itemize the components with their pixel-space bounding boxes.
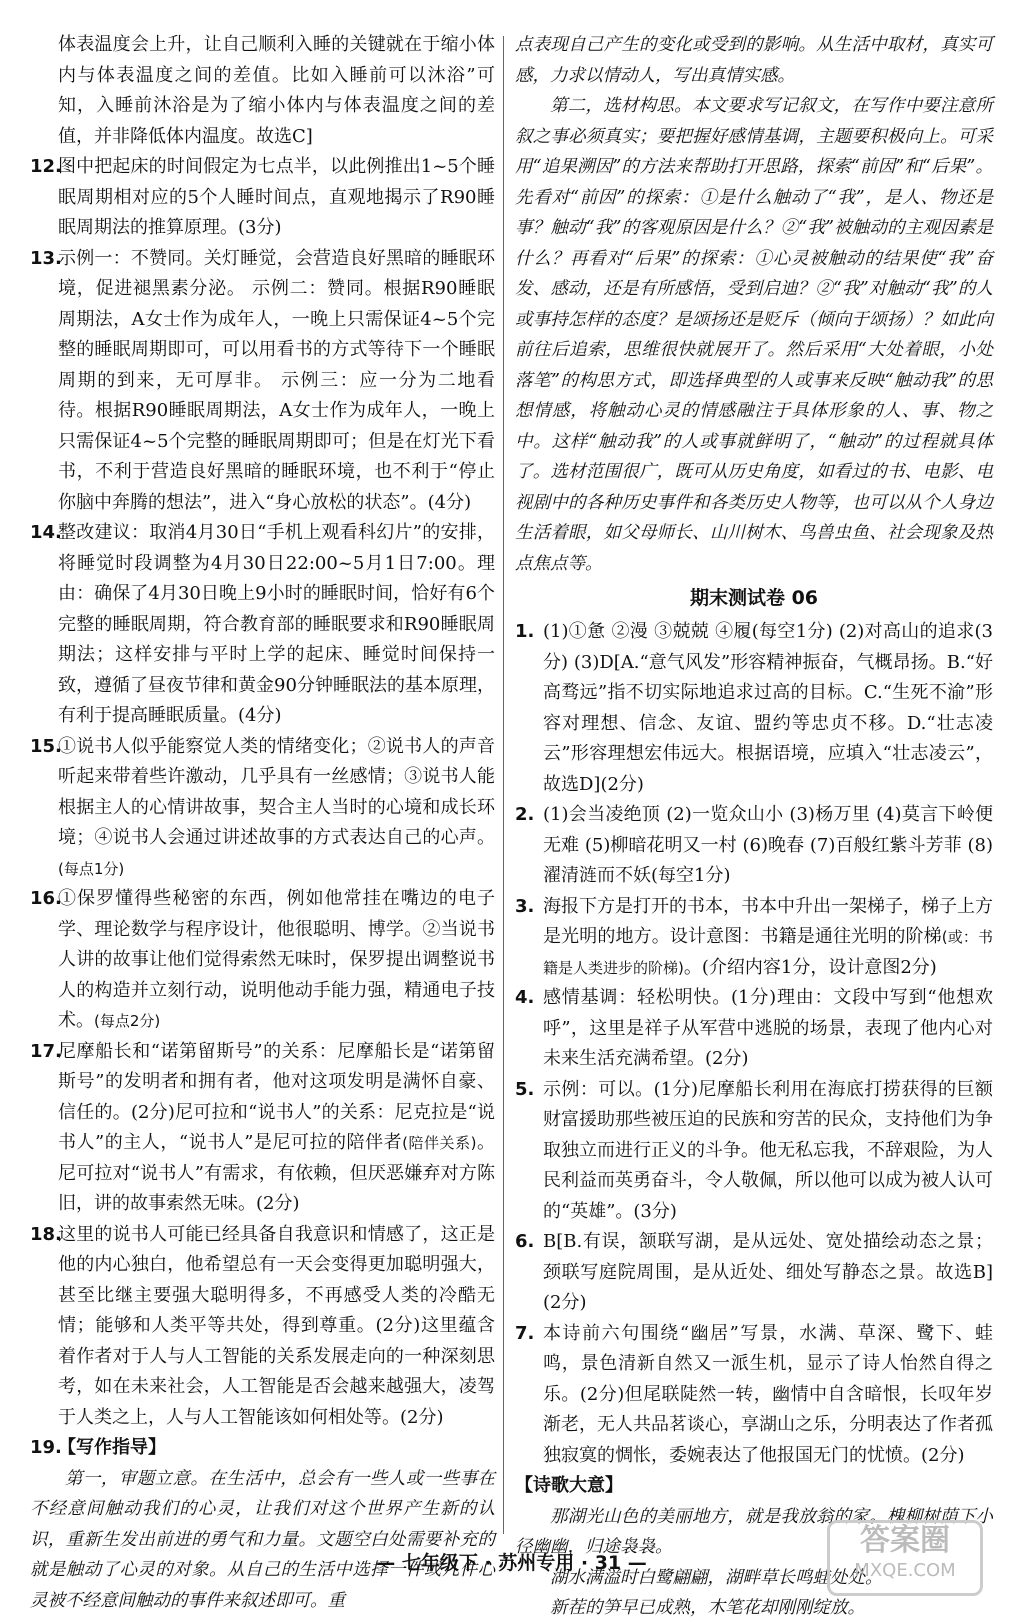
answer-text: 示例一：不赞同。关灯睡觉，会营造良好黑暗的睡眠环境，促进褪黑素分泌。 示例二：赞同。根据R90睡眠周期法，A女士作为成年人，一晚上只需保证4~5个完整的睡眠周期即可，可以用看书的方式等待下一个睡眠周期的到来，无可厚非。 示例三：应一分为二地看待。根据R90睡眠周期法，A女士作为成年人，一晚上只需保证4~5个完整的睡眠周期即可；但是在灯光下看书，不利于营造良好黑暗的睡眠环境，也不利于“停止你脑中奔腾的想法”，进入“身心放松的状态”。(4分) [58, 247, 495, 513]
right-column [515, 30, 993, 1624]
question-7 [515, 1319, 993, 1472]
question-number: 12. [30, 156, 62, 177]
watermark-text: 答案圈 [860, 1523, 950, 1558]
question-6 [515, 1227, 993, 1319]
question-number: 1. [515, 621, 535, 642]
answer-text: 感情基调：轻松明快。(1分)理由：文段中写到“他想欢呼”，这里是祥子从军营中逃脱的场景，表现了他内心对未来生活充满希望。(2分) [543, 987, 993, 1069]
answer-body: ①说书人似乎能察觉人类的情绪变化；②说书人的声音听起来带着些许激动，几乎具有一丝感情；③说书人能根据主人的心情讲故事，契合主人当时的心境和成长环境；④说书人会通过讲述故事的方式表达自己的心声。 [58, 735, 495, 848]
poem-line: 湖水满溢时白鹭翩翩，湖畔草长鸣蛙处处。 [550, 1567, 883, 1588]
answer-body: ①保罗懂得些秘密的东西，例如他常挂在嘴边的电子学、理论数学与程序设计，他很聪明、博学。②当说书人讲的故事让他们觉得索然无味时，保罗提出调整说书人的构造并立刻行动，说明他动手能力强，精通电子技术。 [58, 888, 495, 1031]
q11-continuation: 体表温度会上升，让自己顺利入睡的关键就在于缩小体内与体表温度之间的差值。比如入睡前可以沐浴”可知，入睡前沐浴是为了缩小体内与体表温度之间的差值，并非降低体内温度。故选C] [58, 34, 495, 147]
relation-note: (陪伴关系) [402, 1134, 477, 1152]
writing-guide-heading: 【写作指导】 [58, 1437, 166, 1458]
answer-text: 本诗前六句围绕“幽居”写景，水满、草深、鹭下、蛙鸣，景色清新自然又一派生机，显示了诗人怡然自得之乐。(2分)但尾联陡然一转，幽情中自含暗恨，长叹年岁渐老，无人共品茗谈心，享湖山之乐，分明表达了作者孤独寂寞的惆怅，委婉表达了他报国无门的忧愤。(2分) [543, 1322, 993, 1466]
answer-text: 示例：可以。(1分)尼摩船长利用在海底打捞获得的巨额财富援助那些被压迫的民族和穷苦的民众，支持他们为争取独立而进行正义的斗争。他无私忘我，不辞艰险，为人民利益而英勇奋斗，令人敬佩，所以他可以成为被人认可的“英雄”。(3分) [543, 1078, 993, 1222]
question-number: 3. [515, 895, 535, 917]
answer-body-a: 尼摩船长和“诺第留斯号”的关系：尼摩船长是“诺第留斯号”的发明者和拥有者，他对这项发明是满怀自豪、信任的。(2分)尼可拉和“说书人”的关系：尼克拉是“说书人”的主人，“说书人”是尼可拉的陪伴者 [58, 1040, 495, 1153]
answer-body-b: 。尼可拉对“说书人”有需求，有依赖，但厌恶嫌弃对方陈旧，讲的故事索然无味。(2分) [58, 1132, 495, 1214]
answer-text: 整改建议：取消4月30日“手机上观看科幻片”的安排，将睡觉时段调整为4月30日22:00~5月1日7:00。理由：确保了4月30日晚上9小时的睡眠时间，恰好有6个完整的睡眠周期，符合教育部的睡眠要求和R90睡眠周期法；这样安排与平时上学的起床、睡觉时间保持一致，遵循了昼夜节律和黄金90分钟睡眠法的基本原理，有利于提高睡眠质量。(4分) [58, 522, 495, 726]
question-number: 16. [30, 888, 62, 909]
question-number: 2. [515, 804, 535, 825]
poem-meaning-heading: 【诗歌大意】 [515, 1475, 623, 1496]
answer-text: (1)①惫 ②漫 ③兢兢 ④履(每空1分) (2)对高山的追求(3分) (3)D[A.“意气风发”形容精神振奋，气概昂扬。B.“好高骛远”指不切实际地追求过高的目标。C.“生死不渝”形容对理想、信念、友谊、盟约等忠贞不移。D.“壮志凌云”形容理想宏伟远大。根据语境，应填入“壮志凌云”，故选D](2分) [543, 621, 993, 795]
writing-guide-paragraph-1: 第一，审题立意。在生活中，总会有一些人或一些事在不经意间触动我们的心灵，让我们对这个世界产生新的认识，重新生发出前进的勇气和力量。文题空白处需要补充的就是触动了心灵的对象。从自己的生活中选择一件或几件心灵被不经意间触动的事件来叙述即可。重 [30, 1468, 495, 1611]
question-14 [30, 518, 495, 732]
writing-guide-paragraph-2: 第二，选材构思。本文要求写记叙文，在写作中要注意所叙之事必须真实；要把握好感情基调，主题要积极向上。可采用“追果溯因”的方法来帮助打开思路，探索“前因”和“后果”。先看对“前因”的探索：①是什么触动了“我”，是人、物还是事？触动“我”的客观原因是什么？②“我”被触动的主观因素是什么？再看对“后果”的探索：①心灵被触动的结果使“我”奋发、感动，还是有所感悟，受到启迪？②“我”对触动“我”的人或事持怎样的态度？是颂扬还是贬斥（倾向于颂扬）？如此向前往后追索，思维很快就展开了。然后采用“大处着眼，小处落笔”的构思方式，即选择典型的人或事来反映“触动我”的思想情感，将触动心灵的情感融注于具体形象的人、事、物之中。这样“触动我”的人或事就鲜明了，“触动”的过程就具体了。选材范围很广，既可从历史角度，如看过的书、电影、电视剧中的各种历史事件和各类历史人物等，也可以从个人身边生活着眼，如父母师长、山川树木、鸟兽虫鱼、社会现象及热点焦点等。 [515, 96, 993, 574]
answer-text: (1)会当凌绝顶 (2)一览众山小 (3)杨万里 (4)莫言下岭便无难 (5)柳暗花明又一村 (6)晚春 (7)百般红紫斗芳菲 (8)濯清涟而不妖(每空1分) [543, 804, 993, 886]
question-number: 4. [515, 987, 535, 1008]
alt-answer-note: (或：书籍是人类进步的阶梯) [543, 928, 993, 977]
question-1 [515, 617, 993, 800]
answer-text: 图中把起床的时间假定为七点半，以此例推出1~5个睡眠周期相对应的5个人睡时间点，直观地揭示了R90睡眠周期法的推算原理。(3分) [58, 156, 495, 238]
answer-text: 这里的说书人可能已经具备自我意识和情感了，这正是他的内心独白，他希望总有一天会变得更加聪明强大，甚至比继主要强大聪明得多，不再感受人类的冷酷无情；能够和人类平等共处，得到尊重。(2分)这里蕴含着作者对于人与人工智能的关系发展走向的一种深刻思考，如在未来社会，人工智能是否会越来越强大，凌驾于人类之上，人与人工智能该如何相处等。(2分) [58, 1223, 495, 1428]
question-number: 18. [30, 1223, 62, 1245]
question-number: 19. [30, 1437, 62, 1458]
question-number: 7. [515, 1322, 535, 1344]
answer-text [58, 884, 495, 1037]
column-divider [503, 36, 504, 1534]
page-footer: — 七年级下 · 苏州专用 · 31 — [376, 1552, 647, 1574]
writing-guide-continuation: 点表现自己产生的变化或受到的影响。从生活中取材，真实可感，力求以情动人，写出真情实感。 [515, 35, 993, 86]
question-number: 5. [515, 1078, 535, 1100]
question-number: 6. [515, 1231, 535, 1252]
watermark-url: MXQE.COM [854, 1560, 956, 1581]
question-2 [515, 800, 993, 892]
question-17 [30, 1037, 495, 1220]
section-title: 期末测试卷 06 [689, 587, 819, 609]
question-number: 14. [30, 522, 62, 543]
answer-text: B[B.有误，颔联写湖，是从远处、宽处描绘动态之景；颈联写庭院周围，是从近处、细处写静态之景。故选B](2分) [543, 1231, 993, 1313]
question-3 [515, 892, 993, 984]
watermark-logo [827, 1520, 983, 1596]
left-column [30, 30, 495, 1616]
question-number: 17. [30, 1040, 62, 1062]
question-16 [30, 884, 495, 1037]
answer-body-a: 海报下方是打开的书本，书本中升出一架梯子，梯子上方是光明的地方。设计意图：书籍是通往光明的阶梯 [543, 895, 993, 947]
question-number: 15. [30, 735, 62, 757]
score-note: (每点1分) [58, 859, 125, 878]
question-12 [30, 152, 495, 244]
question-19 [30, 1433, 495, 1464]
answer-text [58, 1037, 495, 1220]
question-15 [30, 732, 495, 885]
answer-text [543, 892, 993, 984]
question-number: 13. [30, 247, 62, 269]
question-18 [30, 1220, 495, 1434]
poem-line: 新茬的笋早已成熟，木笔花却刚刚绽放。 [550, 1598, 865, 1618]
answer-body-b: 。(介绍内容1分，设计意图2分) [683, 956, 937, 978]
poem-line: 那湖光山色的美丽地方，就是我放翁的家。槐柳树荫下小径幽幽，归途袅袅。 [515, 1506, 993, 1557]
score-note: (每点2分) [94, 1012, 161, 1030]
answer-text [58, 732, 495, 885]
question-4 [515, 983, 993, 1075]
question-13 [30, 244, 495, 519]
question-5 [515, 1075, 993, 1228]
